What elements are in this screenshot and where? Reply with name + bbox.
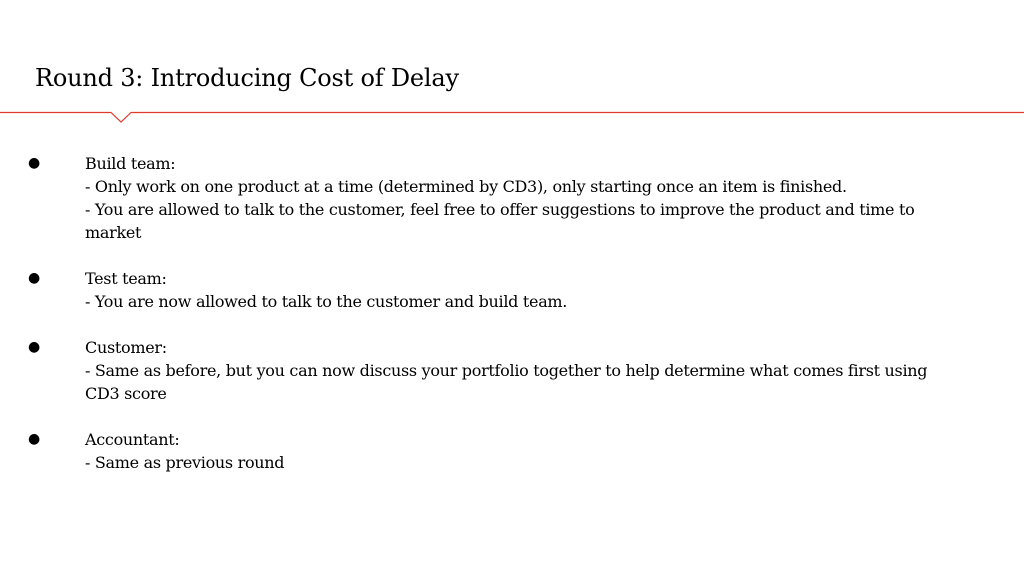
item-line: - You are allowed to talk to the customer, feel free to offer suggestions to improve the product and time to market [85,200,915,242]
item-heading: Customer: [85,338,167,357]
title-divider [0,104,1024,128]
list-item [26,428,986,474]
list-item [26,152,986,244]
list-item [26,336,986,405]
bullet-icon: ● [28,339,40,355]
bullet-list [26,152,986,497]
list-item [26,267,986,313]
item-line: - Only work on one product at a time (determined by CD3), only starting once an item is finished. [85,177,847,196]
divider-line [0,113,1024,123]
item-line: - You are now allowed to talk to the customer and build team. [85,292,568,311]
item-heading: Build team: [85,154,176,173]
item-heading: Test team: [85,269,167,288]
bullet-icon: ● [28,155,40,171]
slide-title: Round 3: Introducing Cost of Delay [35,64,459,92]
item-line: - Same as before, but you can now discuss your portfolio together to help determine what comes first using CD3 score [85,361,928,403]
bullet-icon: ● [28,431,40,447]
item-line: - Same as previous round [85,453,285,472]
item-heading: Accountant: [85,430,180,449]
bullet-icon: ● [28,270,40,286]
